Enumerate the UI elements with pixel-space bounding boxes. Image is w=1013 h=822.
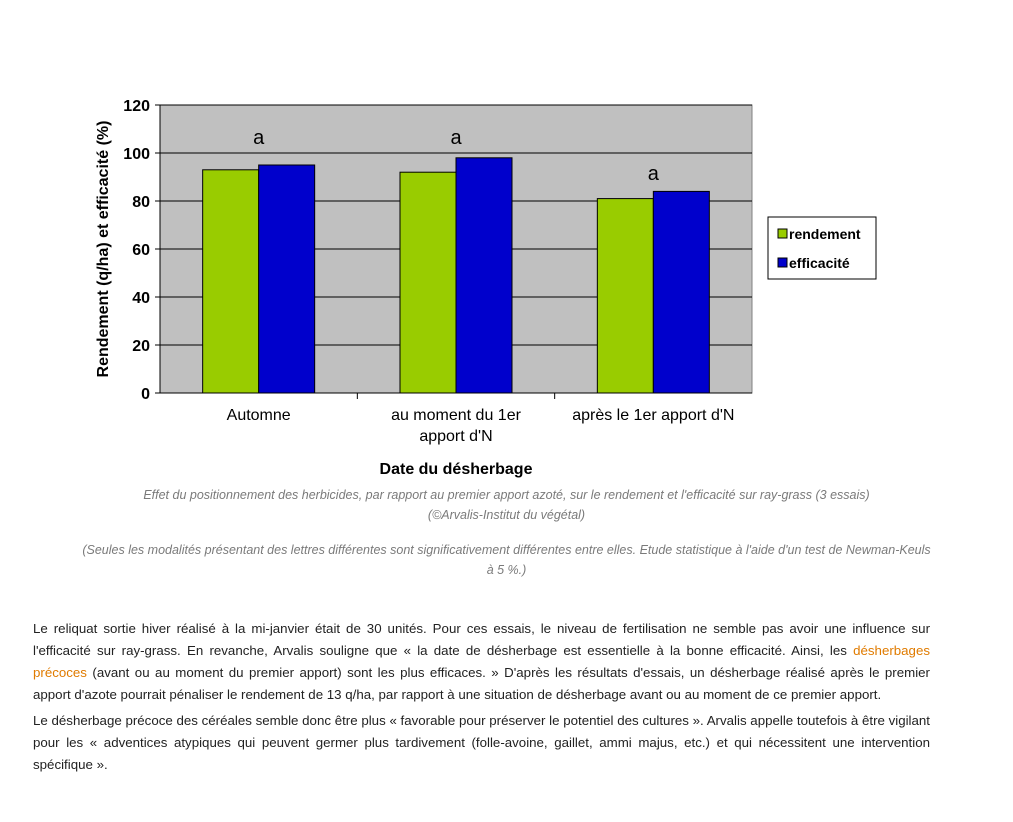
paragraph-1	[33, 618, 930, 706]
significance-letter: a	[253, 127, 265, 150]
bar-rendement-0	[203, 170, 259, 393]
figure-caption	[0, 485, 1013, 525]
caption-line-1: Effet du positionnement des herbicides, par rapport au premier apport azoté, sur le rendement et l'efficacité sur ray-grass (3 essais)	[143, 488, 870, 502]
y-tick-label: 80	[132, 194, 150, 211]
paragraph-2: Le désherbage précoce des céréales semble donc être plus « favorable pour préserver le potentiel des cultures ». Arvalis appelle toutefois à être vigilant pour les « adventices atypiques qui peuvent germer plus tardivement (folle-avoine, gaillet, ammi majus, etc.) et qui nécessitent une intervention spécifique ».	[33, 713, 930, 772]
legend-label-1: efficacité	[789, 255, 850, 271]
legend-swatch-1	[778, 258, 787, 267]
caption-line-2: (©Arvalis-Institut du végétal)	[427, 508, 586, 522]
y-tick-label: 0	[141, 386, 150, 403]
paragraph-1-text-b: (avant ou au moment du premier apport) sont les plus efficaces. » D'après les résultats d'essais, un désherbage réalisé après le premier apport d'azote pourrait pénaliser le rendement de 13 q/ha, par rapport à une situation de désherbage avant ou au moment de ce premier apport.	[33, 665, 930, 702]
significance-letter: a	[450, 127, 462, 150]
desherbages-precoces-link[interactable]: désherbages précoces	[33, 643, 930, 680]
bar-efficacit-2	[653, 191, 709, 393]
x-tick-label: au moment du 1er	[391, 407, 521, 424]
significance-letter: a	[647, 163, 659, 186]
x-tick-label: après le 1er apport d'N	[572, 407, 735, 424]
x-axis-title: Date du désherbage	[379, 461, 533, 478]
bar-rendement-1	[400, 172, 456, 393]
y-tick-label: 60	[132, 242, 150, 259]
y-tick-label: 100	[123, 146, 150, 163]
legend-label-0: rendement	[789, 226, 861, 242]
x-tick-label: apport d'N	[419, 428, 493, 445]
bar-rendement-2	[597, 199, 653, 393]
legend-swatch-0	[778, 229, 787, 238]
y-tick-label: 120	[123, 98, 150, 115]
bar-efficacit-1	[456, 158, 512, 393]
bar-efficacit-0	[259, 165, 315, 393]
y-axis-title: Rendement (q/ha) et efficacité (%)	[95, 120, 112, 378]
x-tick-label: Automne	[226, 407, 291, 424]
caption-note: (Seules les modalités présentant des lettres différentes sont significativement différentes entre elles. Etude statistique à l'aide d'un test de Newman-Keuls à 5 %.)	[82, 543, 931, 577]
y-tick-label: 40	[132, 290, 150, 307]
paragraph-1-text-a: Le reliquat sortie hiver réalisé à la mi-janvier était de 30 unités. Pour ces essais, le niveau de fertilisation ne semble pas avoir une influence sur l'efficacité sur ray-grass. En revanche, Arvalis souligne que « la date de désherbage est essentielle à la bonne efficacité. Ainsi, les	[33, 621, 930, 658]
y-tick-label: 20	[132, 338, 150, 355]
